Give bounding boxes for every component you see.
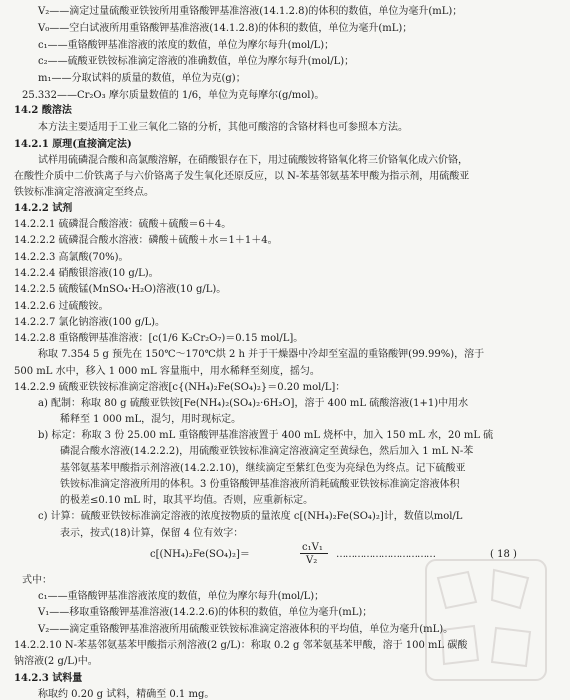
formula-denominator: V₂ — [306, 555, 318, 566]
text-line: 磷混合酸水溶液(14.2.2.2)，用硫酸亚铁铵标准滴定溶液滴定至黄绿色，然后加入 1 mL N-苯 — [60, 446, 474, 457]
text-line: 的极差≤0.10 mL 时，取其平均值。否则，应重新标定。 — [60, 495, 314, 506]
text-line: c₁——重铬酸钾基准溶液的浓度的数值，单位为摩尔每升(mol/L)； — [38, 40, 335, 51]
text-line: 14.2.2.2 硫磷混合酸水溶液：磷酸＋硫酸＋水＝1＋1＋4。 — [14, 235, 278, 246]
text-line: 14.2.2.8 重铬酸钾基准溶液：[c(1/6 K₂Cr₂O₇)＝0.15 mol/L]。 — [14, 333, 304, 344]
section-heading: 14.2.1 原理(直接滴定法) — [14, 139, 132, 150]
text-line: 基邻氨基苯甲酸指示剂溶液(14.2.2.10)，继续滴定至紫红色变为亮绿色为终点。记下硫酸亚 — [60, 463, 466, 474]
text-line: c) 计算：硫酸亚铁铵标准滴定溶液的浓度按物质的量浓度 c[(NH₄)₂Fe(SO₄)₂]计，数值以mol/L — [38, 511, 463, 522]
text-line: 14.2.2.4 硝酸银溶液(10 g/L)。 — [14, 268, 159, 279]
text-line: 14.2.2.10 N-苯基邻氨基苯甲酸指示剂溶液(2 g/L)：称取 0.2 g 邻苯氨基苯甲酸，溶于 100 mL 碳酸 — [14, 640, 468, 651]
text-line: 试样用硫磷混合酸和高氯酸溶解，在硝酸银存在下，用过硫酸铵将铬氧化将三价铬氧化成六价铬， — [38, 155, 468, 166]
text-line: 500 mL 水中，移入 1 000 mL 容量瓶中，用水稀释至刻度，摇匀。 — [14, 366, 320, 377]
text-line: 14.2.2.5 硫酸锰(MnSO₄·H₂O)溶液(10 g/L)。 — [14, 284, 227, 295]
text-line: 在酸性介质中二价铁离子与六价铬离子发生氧化还原反应，以 N-苯基邻氨基苯甲酸为指示剂，用硫酸亚 — [14, 171, 470, 182]
text-line: 本方法主要适用于工业三氧化二铬的分析，其他可酸溶的含铬材料也可参照本方法。 — [38, 122, 408, 133]
formula-leader-dots: …………………………… — [336, 549, 435, 560]
section-heading: 14.2.3 试料量 — [14, 673, 83, 684]
text-line: V₀——空白试液所用重铬酸钾基准溶液(14.1.2.8)的体积的数值，单位为毫升(mL)； — [38, 23, 413, 34]
text-line: 铁铵标准滴定溶液滴定至终点。 — [14, 187, 154, 198]
text-line: 称取 7.354 5 g 预先在 150℃～170℃烘 2 h 并于干燥器中冷却至室温的重铬酸钾(99.99%)，溶于 — [38, 349, 485, 360]
text-line: 铁铵标准滴定溶液所用的体积。3 份重铬酸钾基准溶液所消耗硫酸亚铁铵标准滴定溶液体积 — [60, 479, 460, 490]
equation-number: ( 18 ) — [490, 549, 517, 560]
text-line: 14.2.2.1 硫磷混合酸溶液：硫酸＋硫酸＝6＋4。 — [14, 219, 232, 230]
text-line: V₂——滴定重铬酸钾基准溶液所用硫酸亚铁铵标准滴定溶液体积的平均值，单位为毫升(mL)。 — [38, 624, 454, 635]
text-line: c₂——硫酸亚铁铵标准滴定溶液的准确数值，单位为摩尔每升(mol/L)； — [38, 56, 355, 67]
text-line: 14.2.2.9 硫酸亚铁铵标准滴定溶液[c{(NH₄)₂Fe(SO₄)₂}＝0.20 mol/L]： — [14, 382, 346, 393]
text-line: 式中： — [22, 575, 52, 586]
text-line: 14.2.2.3 高氯酸(70%)。 — [14, 252, 129, 263]
text-line: a) 配制：称取 80 g 硫酸亚铁铵[Fe(NH₄)₂(SO₄)₂·6H₂O]，溶于 400 mL 硫酸溶液(1+1)中用水 — [38, 398, 469, 409]
text-line: 稀释至 1 000 mL，混匀，用时现标定。 — [60, 414, 242, 425]
text-line: m₁——分取试料的质量的数值，单位为克(g)； — [38, 73, 246, 84]
text-line: 14.2.2.7 氯化钠溶液(100 g/L)。 — [14, 317, 166, 328]
text-line: V₁——移取重铬酸钾基准溶液(14.2.2.6)的体积的数值，单位为毫升(mL)； — [38, 607, 373, 618]
text-line: b) 标定：称取 3 份 25.00 mL 重铬酸钾基准溶液置于 400 mL 烧杯中，加入 150 mL 水，20 mL 硫 — [38, 430, 494, 441]
text-line: 钠溶液(2 g/L)中。 — [14, 656, 98, 667]
section-heading: 14.2 酸溶法 — [14, 105, 72, 116]
section-heading: 14.2.2 试剂 — [14, 203, 73, 214]
text-line: 14.2.2.6 过硫酸铵。 — [14, 301, 109, 312]
text-line: c₁——重铬酸钾基准溶液浓度的数值，单位为摩尔每升(mol/L)； — [38, 591, 325, 602]
text-line: 称取约 0.20 g 试料，精确至 0.1 mg。 — [38, 689, 215, 700]
fraction-bar — [300, 553, 328, 554]
formula-numerator: c₁V₁ — [302, 542, 323, 553]
watermark-seal — [416, 550, 556, 690]
formula-lhs: c[(NH₄)₂Fe(SO₄)₂]＝ — [150, 549, 250, 560]
text-line: 表示，按式(18)计算，保留 4 位有效字： — [60, 528, 244, 539]
text-line: V₂——滴定过量硫酸亚铁铵所用重铬酸钾基准溶液(14.1.2.8)的体积的数值，单位为毫升(mL)； — [38, 6, 463, 17]
text-line: 25.332——Cr₂O₃ 摩尔质量数值的 1/6，单位为克每摩尔(g/mol)。 — [22, 90, 325, 101]
